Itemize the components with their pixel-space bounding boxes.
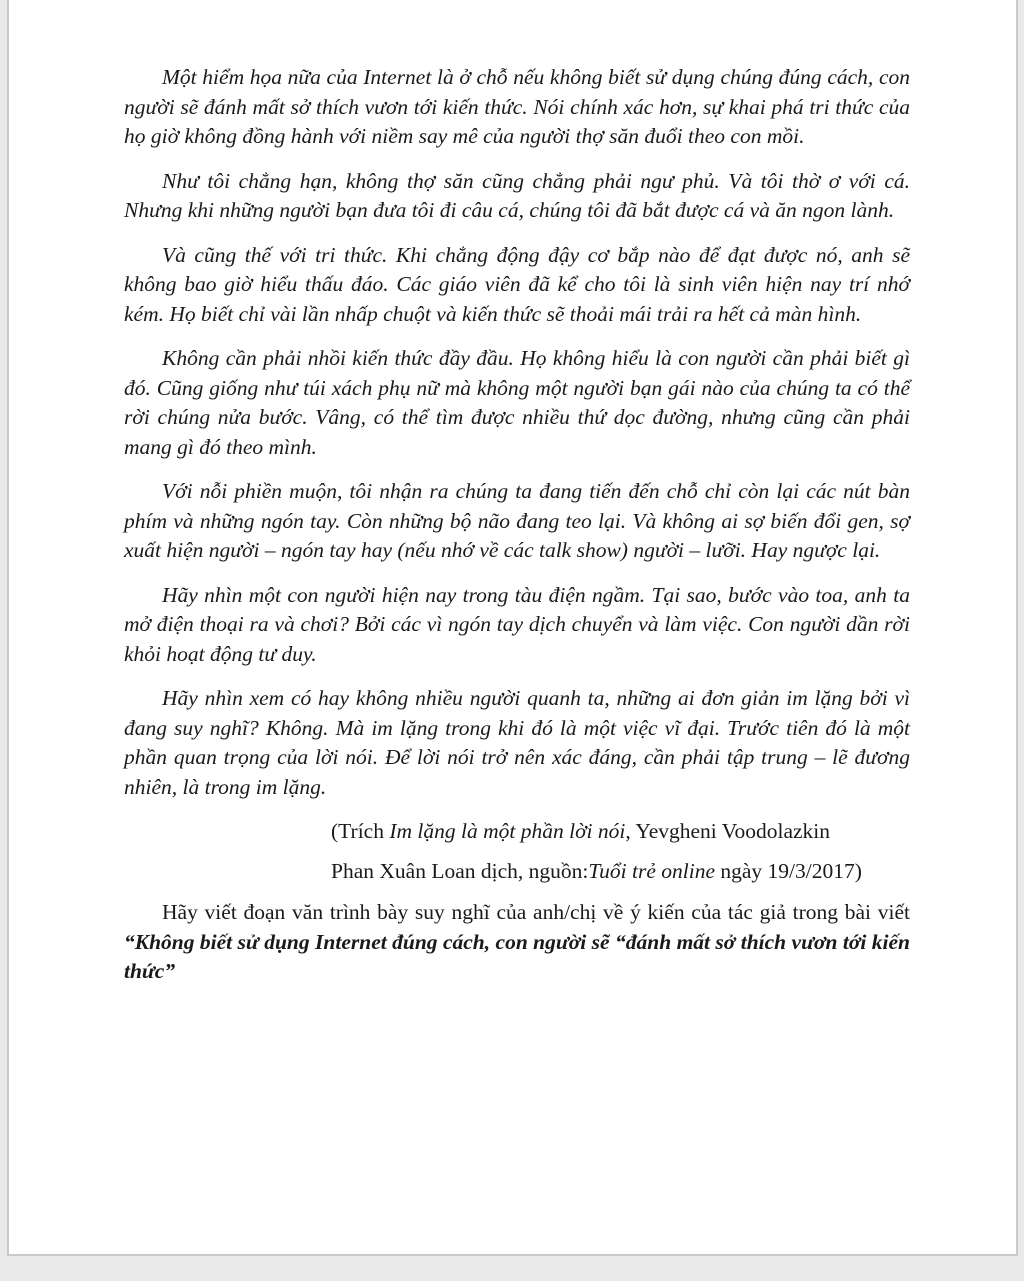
- paragraph-5: Với nỗi phiền muộn, tôi nhận ra chúng ta đang tiến đến chỗ chỉ còn lại các nút bàn phím và những ngón tay. Còn những bộ não đang teo lại. Và không ai sợ biến đổi gen, sợ xuất hiện người – ngón tay hay (nếu nhớ về các talk show) người – lưỡi. Hay ngược lại.: [124, 479, 910, 562]
- citation-prefix: (Trích: [331, 819, 390, 843]
- translator-credit: Phan Xuân Loan dịch, nguồn:: [331, 858, 589, 883]
- document-page: [7, 0, 1018, 1256]
- paragraph-3: Và cũng thế với tri thức. Khi chẳng động đậy cơ bắp nào để đạt được nó, anh sẽ không bao giờ hiểu thấu đáo. Các giáo viên đã kể cho tôi là sinh viên hiện nay trí nhớ kém. Họ biết chỉ vài lần nhấp chuột và kiến thức sẽ thoải mái trải ra hết cả màn hình.: [124, 242, 910, 326]
- citation-title: Im lặng là một phần lời nói: [389, 819, 626, 843]
- paragraph-7: Hãy nhìn xem có hay không nhiều người quanh ta, những ai đơn giản im lặng bởi vì đang suy nghĩ? Không. Mà im lặng trong khi đó là một việc vĩ đại. Trước tiên đó là một phần quan trọng của lời nói. Để lời nói trở nên xác đáng, cần phải tập trung – lẽ đương nhiên, là trong im lặng.: [124, 686, 910, 799]
- document-content: [124, 63, 910, 987]
- source-citation-line-1: [124, 817, 910, 847]
- source-citation-line-2: [124, 857, 910, 887]
- publication-date: ngày 19/3/2017): [715, 858, 862, 883]
- paragraph-4: Không cần phải nhồi kiến thức đầy đầu. Họ không hiểu là con người cần phải biết gì đó. Cũng giống như túi xách phụ nữ mà không một người bạn gái nào của chúng ta có thể rời chúng nửa bước. Vâng, có thể tìm được nhiều thứ dọc đường, nhưng cũng cần phải mang gì đó theo mình.: [124, 346, 910, 459]
- task-intro: Hãy viết đoạn văn trình bày suy nghĩ của anh/chị về ý kiến của tác giả trong bài viết: [162, 900, 910, 924]
- citation-author: , Yevgheni Voodolazkin: [625, 819, 831, 843]
- paragraph-6: Hãy nhìn một con người hiện nay trong tàu điện ngầm. Tại sao, bước vào toa, anh ta mở điện thoại ra và chơi? Bởi các vì ngón tay dịch chuyển và làm việc. Con người dần rời khỏi hoạt động tư duy.: [124, 582, 910, 666]
- publication-name: Tuổi trẻ online: [588, 858, 715, 883]
- paragraph-1: Một hiểm họa nữa của Internet là ở chỗ nếu không biết sử dụng chúng đúng cách, con người sẽ đánh mất sở thích vươn tới kiến thức. Nói chính xác hơn, sự khai phá tri thức của họ giờ không đồng hành với niềm say mê của người thợ săn đuổi theo con mồi.: [124, 65, 910, 148]
- writing-task: [124, 898, 910, 987]
- task-quote: “Không biết sử dụng Internet đúng cách, con người sẽ “đánh mất sở thích vươn tới kiến thức”: [124, 929, 910, 983]
- paragraph-2: Như tôi chẳng hạn, không thợ săn cũng chẳng phải ngư phủ. Và tôi thờ ơ với cá. Nhưng khi những người bạn đưa tôi đi câu cá, chúng tôi đã bắt được cá và ăn ngon lành.: [124, 168, 910, 222]
